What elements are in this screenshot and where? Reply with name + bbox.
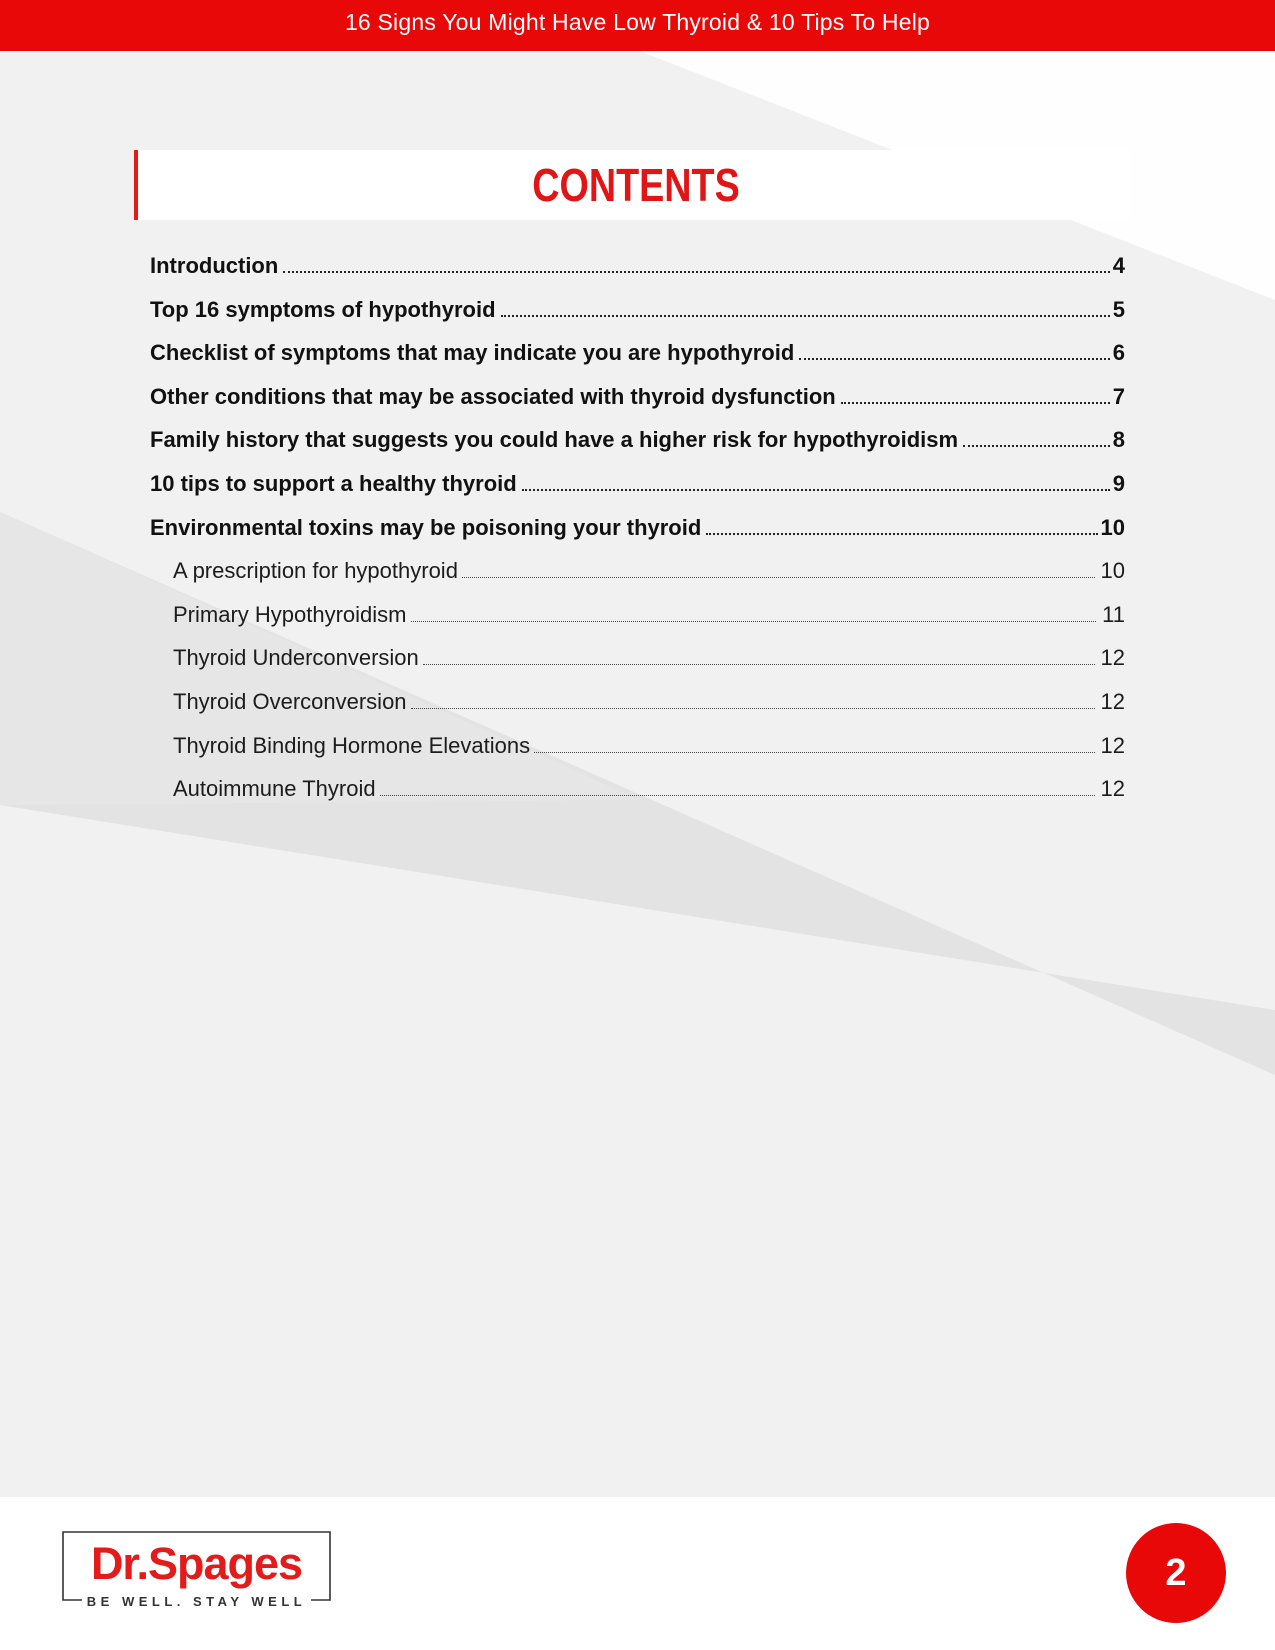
toc-entry[interactable] [150, 471, 1125, 497]
toc-entry-label: Family history that suggests you could have a higher risk for hypothyroidism [150, 427, 959, 452]
toc-entry-page: 8 [1112, 427, 1125, 452]
toc-entry[interactable] [150, 384, 1125, 410]
toc-entry-label: Introduction [150, 253, 279, 278]
page-number: 2 [1165, 1552, 1187, 1594]
toc-dot-leader [963, 444, 1110, 447]
toc-dot-leader [501, 314, 1110, 317]
toc-entry[interactable] [150, 340, 1125, 366]
toc-entry-label: Environmental toxins may be poisoning your thyroid [150, 515, 702, 540]
toc-entry-page: 9 [1112, 471, 1125, 496]
toc-entry-label: Primary Hypothyroidism [173, 602, 407, 627]
toc-subentry[interactable] [173, 558, 1125, 584]
document-title: 16 Signs You Might Have Low Thyroid & 10 Tips To Help [344, 9, 931, 35]
toc-entry-page: 7 [1112, 384, 1125, 409]
toc-entry-page: 10 [1100, 558, 1125, 583]
dr-spages-logo [62, 1531, 331, 1607]
toc-entry-page: 5 [1112, 297, 1125, 322]
toc-entry-label: 10 tips to support a healthy thyroid [150, 471, 517, 496]
toc-dot-leader [380, 794, 1095, 796]
toc-entry-label: Thyroid Underconversion [173, 645, 419, 670]
toc-entry-label: Checklist of symptoms that may indicate you are hypothyroid [150, 340, 795, 365]
toc-dot-leader [522, 488, 1110, 491]
contents-heading: CONTENTS [532, 159, 740, 211]
toc-entry-label: Thyroid Overconversion [173, 689, 407, 714]
toc-dot-leader [534, 751, 1094, 753]
toc-entry-label: Top 16 symptoms of hypothyroid [150, 297, 496, 322]
toc-dot-leader [841, 401, 1110, 404]
toc-entry-page: 12 [1100, 776, 1125, 801]
toc-dot-leader [423, 663, 1095, 665]
toc-entry-page: 12 [1100, 689, 1125, 714]
toc-subentry[interactable] [173, 602, 1125, 628]
toc-entry-page: 12 [1100, 645, 1125, 670]
logo-wordmark: Dr.Spages [90, 1538, 303, 1589]
toc-entry[interactable] [150, 297, 1125, 323]
toc-entry-label: A prescription for hypothyroid [173, 558, 458, 583]
toc-dot-leader [462, 576, 1095, 578]
toc-entry[interactable] [150, 515, 1125, 541]
toc-dot-leader [411, 620, 1097, 622]
toc-subentry[interactable] [173, 776, 1125, 802]
toc-entry-page: 6 [1112, 340, 1125, 365]
toc-subentry[interactable] [173, 689, 1125, 715]
toc-entry-label: Other conditions that may be associated with thyroid dysfunction [150, 384, 836, 409]
toc-entry-page: 10 [1100, 515, 1125, 540]
toc-dot-leader [283, 270, 1109, 273]
logo-tagline: BE WELL. STAY WELL [86, 1594, 307, 1609]
toc-entry-label: Thyroid Binding Hormone Elevations [173, 733, 531, 758]
toc-dot-leader [799, 357, 1109, 360]
toc-entry-label: Autoimmune Thyroid [173, 776, 376, 801]
page-number-badge [1126, 1523, 1226, 1623]
toc-entry[interactable] [150, 427, 1125, 453]
toc-dot-leader [706, 532, 1097, 535]
toc-subentry[interactable] [173, 733, 1125, 759]
toc-entry[interactable] [150, 253, 1125, 279]
toc-subentry[interactable] [173, 645, 1125, 671]
toc-entry-page: 4 [1112, 253, 1125, 278]
toc-entry-page: 11 [1102, 602, 1125, 627]
toc-entry-page: 12 [1100, 733, 1125, 758]
toc-dot-leader [411, 707, 1095, 709]
